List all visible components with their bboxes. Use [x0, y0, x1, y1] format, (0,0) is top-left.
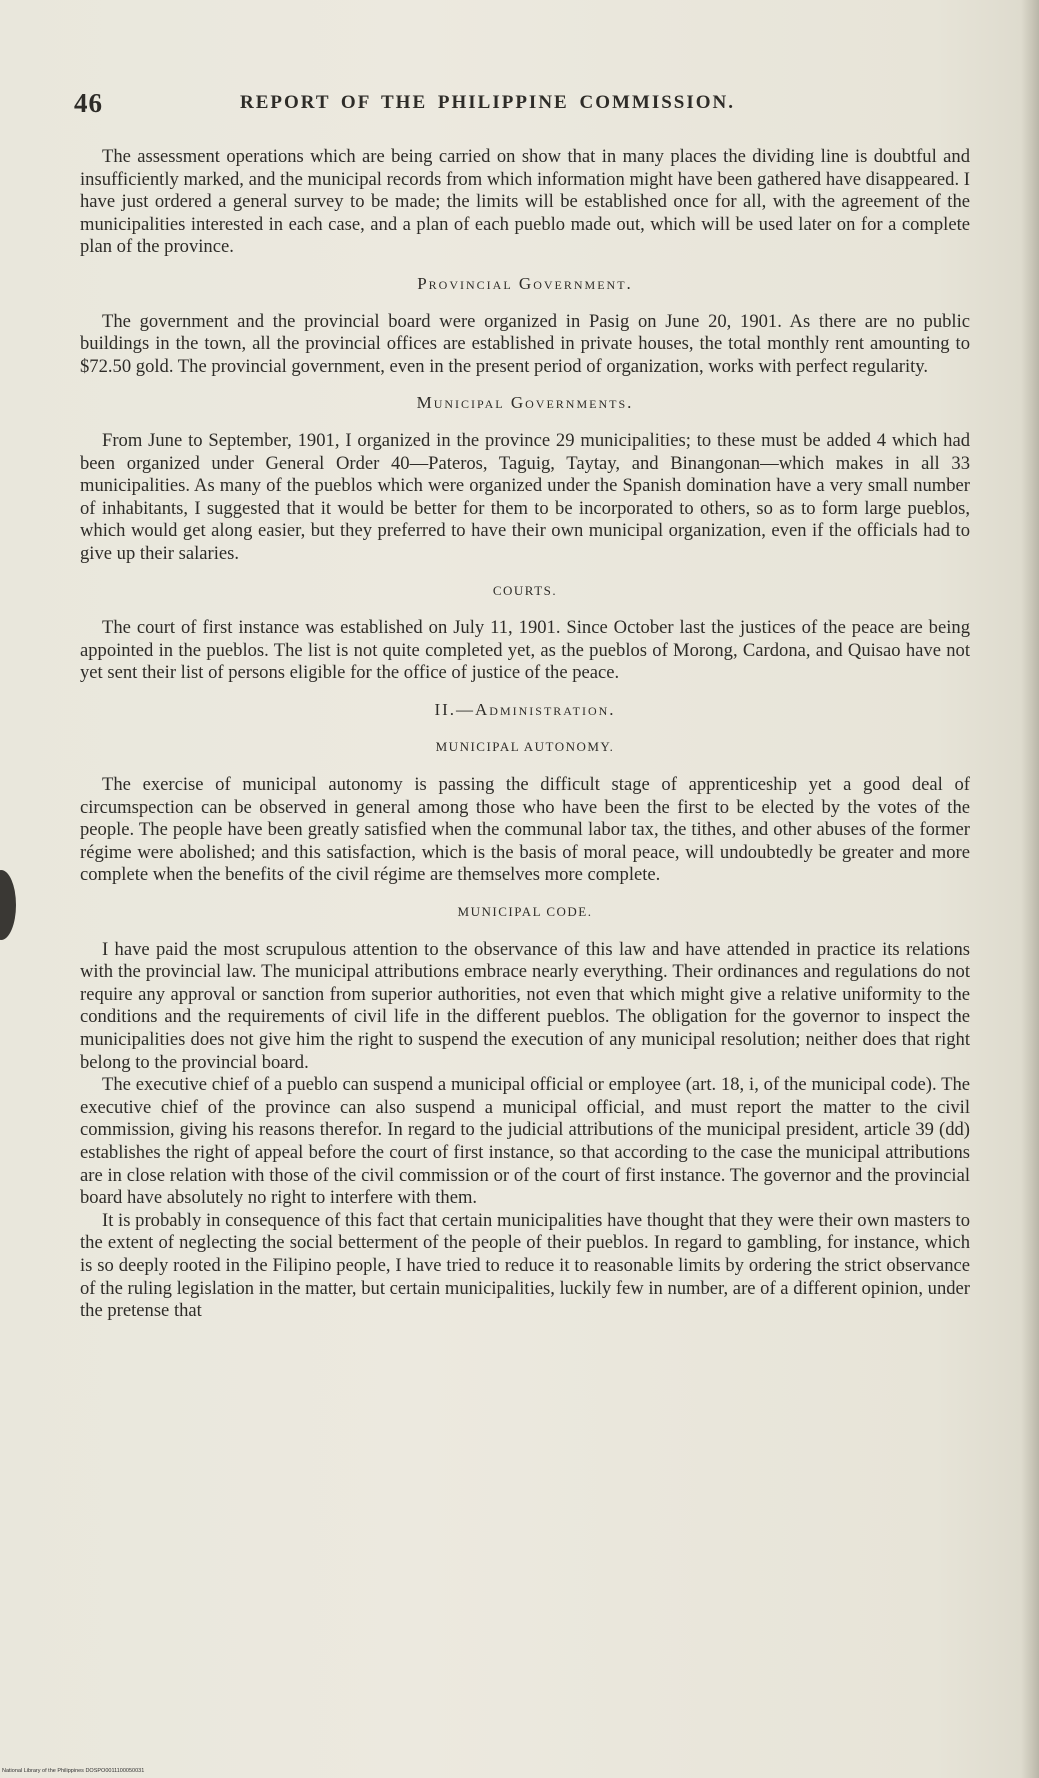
section-heading-municipal-code: MUNICIPAL CODE.	[457, 904, 593, 920]
page-number: 46	[74, 88, 103, 118]
municipal-code-paragraph-2: The executive chief of a pueblo can suspend a municipal official or employee (art. 18, i, of the municipal code). The executive chief of the province can also suspend a municipal official, and must report the matter to the civil commission, giving his reasons therefor. In regard to the judicial attributions of the municipal president, article 39 (dd) establishes the right of appeal before the court of first instance, so that according to the case the municipal attributions are in close relation with those of the civil commission or of the court of first instance. The governor and the provincial board have absolutely no right to interfere with them.	[80, 1074, 970, 1209]
section-heading-municipal-autonomy: MUNICIPAL AUTONOMY.	[435, 739, 615, 755]
page-gutter-shadow	[1021, 0, 1039, 1778]
section-heading-administration: II.—Administration.	[434, 699, 616, 719]
provincial-government-paragraph: The government and the provincial board were organized in Pasig on June 20, 1901. As there are no public buildings in the town, all the provincial offices are established in private houses, the total monthly rent amounting to $72.50 gold. The provincial government, even in the present period of organization, works with perfect regularity.	[80, 310, 970, 377]
section-heading-municipal-governments: Municipal Governments.	[416, 393, 634, 413]
municipal-autonomy-paragraph: The exercise of municipal autonomy is passing the difficult stage of apprenticeship yet a good deal of circumspection can be observed in general among those who have been the first to be elected by the votes of the people. The people have been greatly satisfied when the communal labor tax, the tithes, and other abuses of the former régime were abolished; and this satisfaction, which is the basis of moral peace, will undoubtedly be greater and more complete when the benefits of the civil régime are themselves more complete.	[80, 774, 970, 886]
binding-hole-mark	[0, 870, 16, 940]
municipal-code-paragraph-3: It is probably in consequence of this fact that certain municipalities have thought that they were their own masters to the extent of neglecting the social betterment of the people of their pueblos. In regard to gambling, for instance, which is so deeply rooted in the Filipino people, I have tried to reduce it to reasonable limits by ordering the strict observance of the ruling legislation in the matter, but certain municipalities, luckily few in number, are of a different opinion, under the pretense that	[80, 1209, 970, 1322]
running-head: REPORT OF THE PHILIPPINE COMMISSION.	[240, 92, 736, 113]
municipal-governments-paragraph: From June to September, 1901, I organized in the province 29 municipalities; to these must be added 4 which had been organized under General Order 40—Pateros, Taguig, Taytay, and Binangonan—which makes in all 33 municipalities. As many of the pueblos which were organized under the Spanish domination have a very small number of inhabitants, I suggested that it would be better for them to be incorporated to others, so as to form large pueblos, which would get along easier, but they preferred to have their own municipal organization, even if the officials had to give up their salaries.	[80, 429, 970, 564]
library-footer: National Library of the Philippines DOSPO0011100050031	[2, 1768, 145, 1774]
courts-paragraph: The court of first instance was established on July 11, 1901. Since October last the justices of the peace are being appointed in the pueblos. The list is not quite completed yet, as the pueblos of Morong, Cardona, and Quisao have not yet sent their list of persons eligible for the office of justice of the peace.	[80, 617, 970, 684]
section-heading-courts: COURTS.	[492, 582, 558, 598]
page-header	[74, 88, 974, 122]
section-heading-provincial-government: Provincial Government.	[417, 273, 633, 293]
page-body	[80, 146, 970, 1323]
intro-paragraph: The assessment operations which are being carried on show that in many places the dividing line is doubtful and insufficiently marked, and the municipal records from which information might have been gathered have disappeared. I have just ordered a general survey to be made; the limits will be established once for all, with the agreement of the municipalities interested in each case, and a plan of each pueblo made out, which will be used later on for a complete plan of the province.	[80, 146, 970, 258]
municipal-code-paragraph-1: I have paid the most scrupulous attention to the observance of this law and have attended in practice its relations with the provincial law. The municipal attributions embrace nearly everything. Their ordinances and regulations do not require any approval or sanction from superior authorities, not even that which might give a relative uniformity to the conditions and the requirements of civil life in the different pueblos. The obligation for the governor to inspect the municipalities does not give him the right to suspend the execution of any municipal resolution; neither does that right belong to the provincial board.	[80, 938, 970, 1073]
